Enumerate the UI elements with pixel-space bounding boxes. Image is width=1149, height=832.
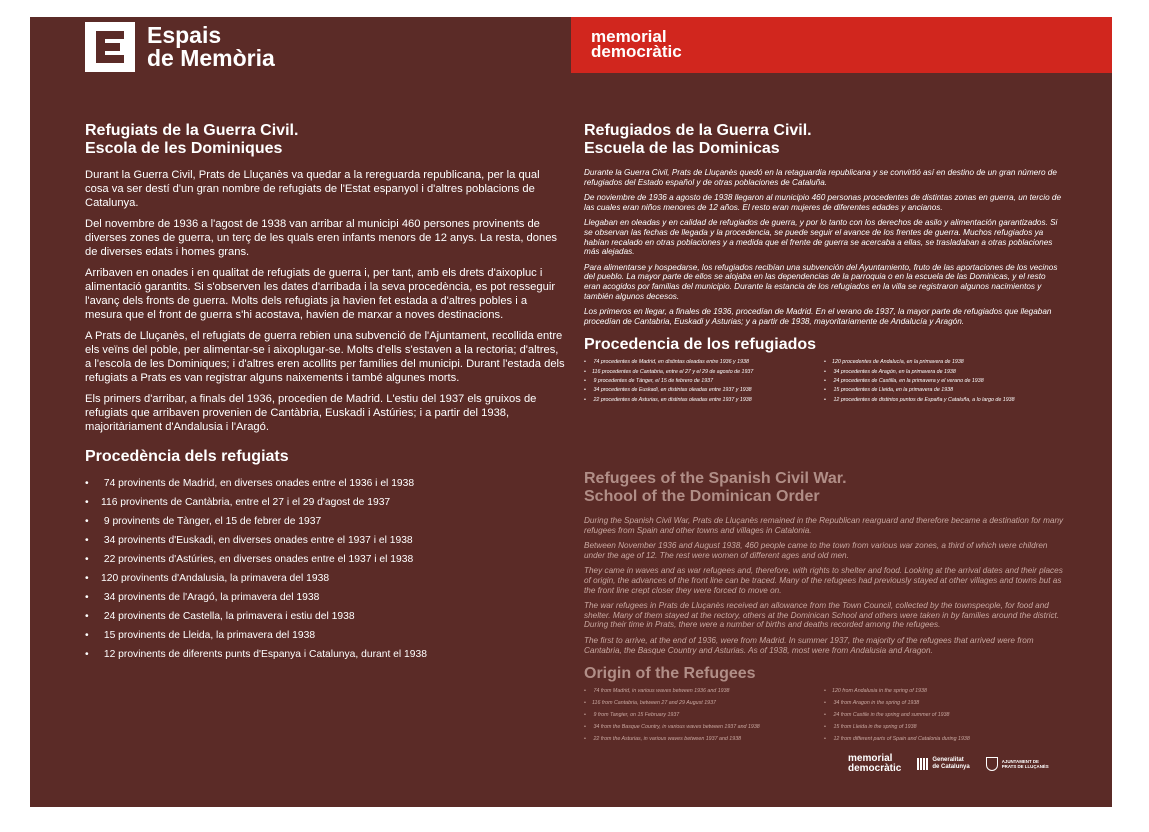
english-title <box>584 470 1064 506</box>
gencat-line-2: de Catalunya <box>932 764 970 770</box>
spanish-title-line-2: Escuela de las Dominicas <box>584 140 780 157</box>
spanish-paragraph: Llegaban en oleadas y en calidad de refugiados de guerra, y por lo tanto con los derechos de asilo y alimentación garantizados. Si se observan las fechas de llegada y la procedencia, se puede seguir el avance de los frentes de guerra. Muchos refugiados ya habían recalado en otras poblaciones y a medida que el frente de guerra se acercaba a ellas, se trasladaban a otras poblaciones más alejadas. <box>584 218 1058 257</box>
memorial-democratic-band <box>571 17 1112 73</box>
catalan-origin-title: Procedència dels refugiats <box>85 448 289 465</box>
english-paragraph: The first to arrive, at the end of 1936, were from Madrid. In summer 1937, the majority of the refugees that arrived were from Cantabria, the Basque Country and Asturias. As of 1938, most were from Andalusia and Aragon. <box>584 635 1034 655</box>
spanish-title-line-1: Refugiados de la Guerra Civil. <box>584 122 812 139</box>
memorial-line-1: memorial <box>591 27 667 46</box>
catalan-paragraph: Arribaven en onades i en qualitat de refugiats de guerra i, per tant, amb els drets d'aixopluc i alimentació garantits. Si s'observen les dates d'arribada i la seva procedència, es pot resseguir l'avanç dels fronts de guerra. Molts dels refugiats ja havien fet estada a d'altres pobles i a mesura que el front de guerra s'hi acostava, havien de marxar a noves destinacions. <box>85 267 556 321</box>
list-item: • 116 from Cantabria, between 27 and 29 August 1937 <box>584 697 824 709</box>
list-item: • 9 from Tangier, on 15 February 1937 <box>584 709 824 721</box>
list-item: • 22 from the Asturias, in various waves between 1937 and 1938 <box>584 733 824 745</box>
english-origin-lists <box>584 685 1064 745</box>
list-item: • 34 provinents de l'Aragó, la primavera del 1938 <box>85 588 565 607</box>
catalan-title-line-1: Refugiats de la Guerra Civil. <box>85 122 299 139</box>
english-paragraph: During the Spanish Civil War, Prats de Lluçanès remained in the Republican rearguard and therefore became a destination for many refugees from Spain and other towns and villages in Catalonia. <box>584 516 1064 535</box>
gencat-line-1: Generalitat <box>932 757 964 763</box>
spanish-paragraph: Los primeros en llegar, a finales de 1936, procedían de Madrid. En el verano de 1937, la mayor parte de refugiados que llegaban procedían de Cantabria, Euskadi y Asturias; y a partir de 1938, mayoritariamente de Andalucía y Aragón. <box>584 307 1052 326</box>
list-item: • 24 procedentes de Castilla, en la primavera y el verano de 1938 <box>824 377 1064 386</box>
list-item: • 24 from Castile in the spring and summer of 1938 <box>824 709 1064 721</box>
memorial-line-2: democràtic <box>591 42 682 61</box>
list-item: • 120 from Andalusia in the spring of 1938 <box>824 685 1064 697</box>
footer-memorial-line-2: democràtic <box>848 763 902 774</box>
list-item: • 15 procedentes de Lleida, en la primavera de 1938 <box>824 386 1064 395</box>
spanish-paragraph: Durante la Guerra Civil, Prats de Lluçanès quedó en la retaguardia republicana y se convirtió así en destino de un gran número de refugiados del Estado español y de otras poblaciones de Cataluña. <box>584 168 1057 187</box>
english-origin-list-left <box>584 685 824 745</box>
list-item: • 116 procedentes de Cantabria, entre el 27 y el 29 de agosto de 1937 <box>584 368 824 377</box>
generalitat-logo <box>917 757 969 771</box>
spanish-title <box>584 122 1064 158</box>
brand-line-2: de Memòria <box>147 45 275 71</box>
spanish-origin-lists <box>584 358 1064 404</box>
catalan-paragraph: Del novembre de 1936 a l'agost de 1938 van arribar al municipi 460 persones provinents de diverses zones de guerra, un terç de les quals eren infants menors de 12 anys. La resta, dones de diverses edats i homes grans. <box>85 218 558 258</box>
footer-logos <box>848 754 1049 774</box>
catalan-paragraph: Els primers d'arribar, a finals del 1936, procedien de Madrid. L'estiu del 1937 els gruixos de refugiats que arribaven provenien de Cantàbria, Euskadi i Astúries; i a partir del 1938, majoritàriament d'Andalusia i l'Aragó. <box>85 393 537 433</box>
spanish-origin-title: Procedencia de los refugiados <box>584 336 817 354</box>
list-item: • 116 provinents de Cantàbria, entre el 27 i el 29 d'agost de 1937 <box>85 493 565 512</box>
list-item: • 22 provinents d'Astúries, en diverses onades entre el 1937 i el 1938 <box>85 550 565 569</box>
list-item: • 12 from different parts of Spain and Catalonia during 1938 <box>824 733 1064 745</box>
list-item: • 9 provinents de Tànger, el 15 de febrer de 1937 <box>85 512 565 531</box>
catalan-title <box>85 122 565 158</box>
list-item: • 34 procedentes de Euskadi, en distintas oleadas entre 1937 y 1938 <box>584 386 824 395</box>
spanish-paragraph: Para alimentarse y hospedarse, los refugiados recibían una subvención del Ayuntamiento, fruto de las aportaciones de los vecinos del pueblo. La mayor parte de ellos se alojaba en las dependencias de la parroquia o en la escuela de las Dominicas, y el resto eran acogidos por familias del municipio. Durante la estancia de los refugiados en la villa se registraron algunos nacimientos y también algunos decesos. <box>584 262 1058 301</box>
spanish-origin-list-right <box>824 358 1064 404</box>
list-item: • 34 from Aragon in the spring of 1938 <box>824 697 1064 709</box>
english-paragraph: The war refugees in Prats de Lluçanès received an allowance from the Town Council, collected by the townspeople, for food and shelter. Many of them stayed at the rectory, others at the Dominican School and others were taken in by families around the district. During their time in Prats, there were a number of births and deaths recorded among the refugees. <box>584 601 1060 630</box>
list-item: • 74 procedentes de Madrid, en distintas oleadas entre 1936 y 1938 <box>584 358 824 367</box>
espais-memoria-brand <box>85 22 275 72</box>
list-item: • 34 provinents d'Euskadi, en diverses onades entre el 1937 i el 1938 <box>85 531 565 550</box>
footer-memorial-logo <box>848 754 901 774</box>
list-item: • 74 provinents de Madrid, en diverses onades entre el 1936 i el 1938 <box>85 474 565 493</box>
ajuntament-line-2: PRATS DE LLUÇANÈS <box>1001 764 1049 769</box>
coat-of-arms-icon <box>986 757 998 771</box>
english-paragraph: Between November 1936 and August 1938, 460 people came to the town from various war zones, a third of which were children under the age of 12. The rest were women of different ages and old men. <box>584 541 1048 560</box>
english-column <box>584 470 1064 745</box>
list-item: • 12 provinents de diferents punts d'Espanya i Catalunya, durant el 1938 <box>85 645 565 664</box>
list-item: • 9 procedentes de Tánger, el 15 de febrero de 1937 <box>584 377 824 386</box>
list-item: • 12 procedentes de distintos puntos de España y Cataluña, a lo largo de 1938 <box>824 396 1064 404</box>
memorial-democratic-logo <box>591 29 682 59</box>
english-paragraph: They came in waves and as war refugees and, therefore, with rights to shelter and food. Looking at the arrival dates and their places of origin, the advances of the front line can be traced. Many of the refugees had previously stayed at other villages and towns but as the front line crept closer they were forced to move on. <box>584 566 1063 595</box>
english-title-line-1: Refugees of the Spanish Civil War. <box>584 470 847 487</box>
ajuntament-line-1: AJUNTAMENT DE <box>1001 759 1039 764</box>
list-item: • 22 procedentes de Asturias, en distintas oleadas entre 1937 y 1938 <box>584 396 824 405</box>
english-origin-title: Origin of the Refugees <box>584 665 756 683</box>
list-item: • 120 procedentes de Andalucía, en la primavera de 1938 <box>824 358 1064 367</box>
catalan-origin-list <box>85 474 565 664</box>
list-item: • 120 provinents d'Andalusia, la primavera del 1938 <box>85 569 565 588</box>
english-origin-list-right <box>824 685 1064 745</box>
footer-memorial-line-1: memorial <box>848 753 893 764</box>
ajuntament-logo <box>986 757 1049 771</box>
catalan-column <box>85 122 565 664</box>
catalan-title-line-2: Escola de les Dominiques <box>85 140 283 157</box>
catalan-paragraph: Durant la Guerra Civil, Prats de Lluçanès va quedar a la rereguarda republicana, per la qual cosa va ser destí d'un gran nombre de refugiats de l'Estat espanyol i d'altres poblacions de Catalunya. <box>85 169 540 209</box>
spanish-paragraph: De noviembre de 1936 a agosto de 1938 llegaron al municipio 460 personas procedentes de distintas zonas en guerra, un tercio de las cuales eran niños menores de 12 años. El resto eran mujeres de diferentes edades y ancianos. <box>584 193 1062 212</box>
list-item: • 34 procedentes de Aragón, en la primavera de 1938 <box>824 368 1064 377</box>
generalitat-icon <box>917 758 928 770</box>
list-item: • 15 provinents de Lleida, la primavera del 1938 <box>85 626 565 645</box>
brand-title <box>147 24 275 70</box>
english-title-line-2: School of the Dominican Order <box>584 488 820 505</box>
list-item: • 15 from Lleida in the spring of 1938 <box>824 721 1064 733</box>
info-panel <box>30 17 1112 807</box>
brand-line-1: Espais <box>147 22 222 48</box>
spanish-column <box>584 122 1064 405</box>
list-item: • 74 from Madrid, in various waves between 1936 and 1938 <box>584 685 824 697</box>
spanish-origin-list-left <box>584 358 824 404</box>
list-item: • 24 provinents de Castella, la primavera i estiu del 1938 <box>85 607 565 626</box>
list-item: • 34 from the Basque Country, in various waves between 1937 and 1938 <box>584 721 824 733</box>
espais-memoria-logo-icon <box>85 22 135 72</box>
catalan-paragraph: A Prats de Lluçanès, el refugiats de guerra rebien una subvenció de l'Ajuntament, recollida entre els veïns del poble, per alimentar-se i aixoplugar-se. Molts d'ells s'estaven a la rectoria; d'altres, a l'escola de les Dominiques; i d'altres eren acollits per famílies del municipi. Durant l'estada dels refugiats a Prats es van registrar alguns naixements i també algunes morts. <box>85 330 565 384</box>
